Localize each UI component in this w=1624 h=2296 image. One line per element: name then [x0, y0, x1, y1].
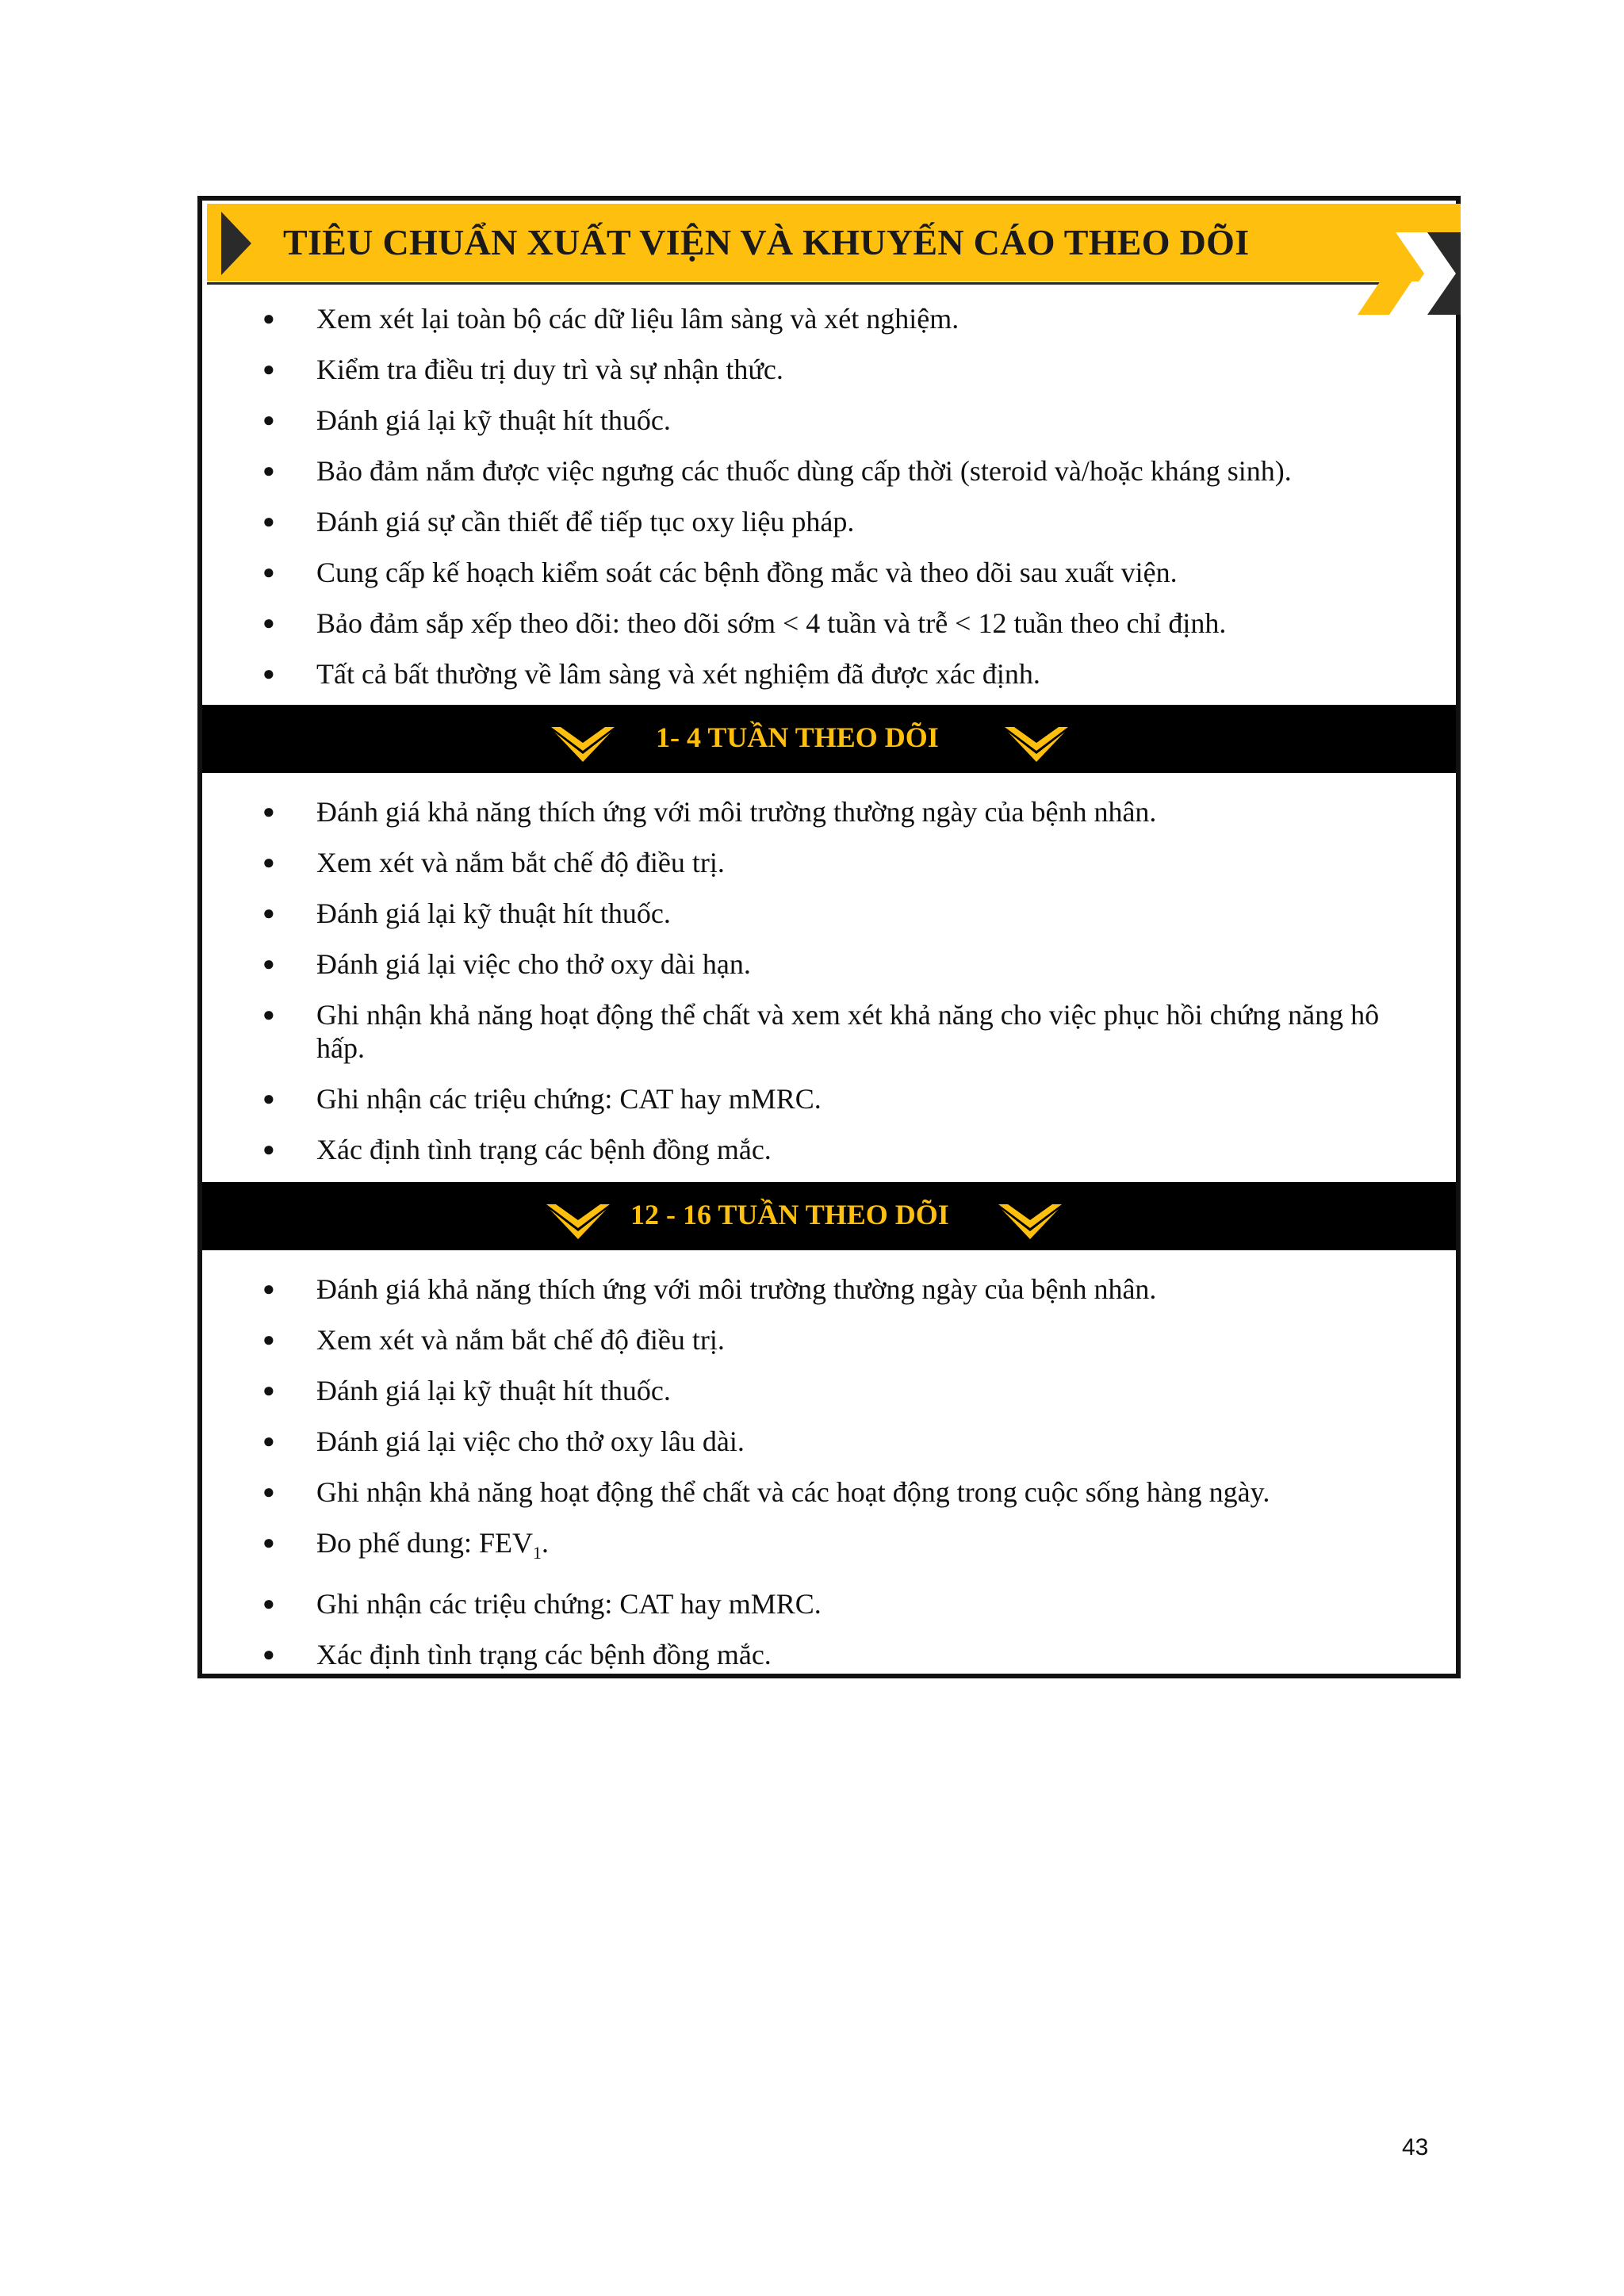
- fev-item-text: Đo phế dung: FEV: [316, 1527, 533, 1559]
- list-item-text: Cung cấp kế hoạch kiểm soát các bệnh đồng mắc và theo dõi sau xuất viện.: [316, 557, 1178, 588]
- page-number: 43: [1402, 2134, 1429, 2160]
- title-underline: [207, 282, 1381, 285]
- list-item-text: Xác định tình trạng các bệnh đồng mắc.: [316, 1639, 772, 1671]
- chevron-down-icon: [998, 1204, 1062, 1239]
- list-item-text: Đánh giá lại việc cho thở oxy lâu dài.: [316, 1425, 745, 1457]
- bullet-icon: ●: [262, 561, 275, 584]
- list-item-text: Bảo đảm nắm được việc ngưng các thuốc dùng cấp thời (steroid và/hoặc kháng sinh).: [316, 455, 1292, 487]
- chevron-down-icon: [546, 1204, 610, 1239]
- bullet-icon: ●: [262, 901, 275, 924]
- list-item-text: Đánh giá khả năng thích ứng với môi trường thường ngày của bệnh nhân.: [316, 796, 1157, 828]
- list-item-text: Xác định tình trạng các bệnh đồng mắc.: [316, 1134, 772, 1165]
- bullet-icon: ●: [262, 1138, 275, 1161]
- list-item-text: Xem xét và nắm bắt chế độ điều trị.: [316, 847, 725, 878]
- list-item: [202, 1272, 1456, 1306]
- list-item-text: Xem xét và nắm bắt chế độ điều trị.: [316, 1324, 725, 1356]
- title-bar: [207, 204, 1461, 281]
- list-item: [202, 404, 1456, 437]
- bullet-icon: ●: [262, 1531, 275, 1554]
- list-item: [202, 353, 1456, 386]
- list-item-text: Đánh giá lại việc cho thở oxy dài hạn.: [316, 948, 751, 980]
- bullet-icon: ●: [262, 851, 275, 874]
- list-item: [202, 998, 1456, 1065]
- bullet-icon: ●: [262, 1480, 275, 1503]
- list-item-text: Xem xét lại toàn bộ các dữ liệu lâm sàng và xét nghiệm.: [316, 303, 959, 335]
- section-bar-1-4-weeks: [202, 705, 1456, 773]
- list-item-text: Kiểm tra điều trị duy trì và sự nhận thức.: [316, 354, 783, 385]
- list-item-text: Ghi nhận các triệu chứng: CAT hay mMRC.: [316, 1588, 822, 1621]
- list-item: [202, 1082, 1456, 1115]
- section-bar-12-16-weeks: [202, 1182, 1456, 1250]
- followup-1-4-weeks-list: [202, 795, 1456, 1184]
- title-triangle-icon: [221, 212, 251, 275]
- bullet-icon: ●: [262, 1277, 275, 1300]
- bullet-icon: ●: [262, 1003, 275, 1026]
- list-item: [202, 795, 1456, 828]
- section-label-1-4-weeks: 1- 4 TUẦN THEO DÕI: [656, 721, 939, 753]
- chevron-down-icon: [551, 727, 615, 762]
- bullet-icon: ●: [262, 1328, 275, 1351]
- bullet-icon: ●: [262, 1379, 275, 1402]
- bullet-icon: ●: [262, 1592, 275, 1616]
- section-label-12-16-weeks: 12 - 16 TUẦN THEO DÕI: [630, 1199, 949, 1230]
- bullet-icon: ●: [262, 1643, 275, 1667]
- list-item: [202, 1425, 1456, 1458]
- bullet-icon: ●: [262, 800, 275, 823]
- list-item-text: Ghi nhận khả năng hoạt động thể chất và các hoạt động trong cuộc sống hàng ngày.: [316, 1476, 1270, 1508]
- list-item: [202, 454, 1456, 488]
- list-item: [202, 1374, 1456, 1407]
- list-item: [202, 1323, 1456, 1357]
- list-item: [202, 897, 1456, 930]
- fev-suffix: .: [542, 1527, 549, 1559]
- list-item-text: Ghi nhận khả năng hoạt động thể chất và xem xét khả năng cho việc phục hồi chứng năng hô hấp.: [316, 999, 1380, 1064]
- followup-12-16-weeks-list: [202, 1272, 1456, 1689]
- list-item: [202, 607, 1456, 640]
- bullet-icon: ●: [262, 1429, 275, 1452]
- list-item: [202, 556, 1456, 589]
- fev-subscript: 1: [533, 1543, 542, 1563]
- list-item: [202, 1587, 1456, 1621]
- list-item: [202, 505, 1456, 538]
- list-item: [202, 846, 1456, 879]
- list-item: [202, 302, 1456, 335]
- list-item: [202, 1526, 1456, 1570]
- list-item-text: Đánh giá khả năng thích ứng với môi trường thường ngày của bệnh nhân.: [316, 1273, 1157, 1305]
- list-item-text: Ghi nhận các triệu chứng: CAT hay mMRC.: [316, 1083, 822, 1115]
- list-item-text: Đánh giá lại kỹ thuật hít thuốc.: [316, 404, 671, 436]
- list-item-text: Đánh giá lại kỹ thuật hít thuốc.: [316, 1375, 671, 1406]
- bullet-icon: ●: [262, 611, 275, 634]
- list-item-text: Tất cả bất thường về lâm sàng và xét nghiệm đã được xác định.: [316, 658, 1040, 690]
- list-item: [202, 1133, 1456, 1166]
- list-item: [202, 657, 1456, 691]
- list-item-text: Đánh giá lại kỹ thuật hít thuốc.: [316, 897, 671, 929]
- bullet-icon: ●: [262, 307, 275, 330]
- bullet-icon: ●: [262, 1087, 275, 1110]
- list-item: [202, 947, 1456, 981]
- bullet-icon: ●: [262, 459, 275, 482]
- list-item-text: Bảo đảm sắp xếp theo dõi: theo dõi sớm < 4 tuần và trễ < 12 tuần theo chỉ định.: [316, 607, 1227, 639]
- bullet-icon: ●: [262, 510, 275, 533]
- list-item: [202, 1475, 1456, 1509]
- criteria-box: [197, 196, 1461, 1678]
- list-item-text: Đánh giá sự cần thiết để tiếp tục oxy liệu pháp.: [316, 506, 855, 538]
- bullet-icon: ●: [262, 358, 275, 381]
- bullet-icon: ●: [262, 662, 275, 685]
- discharge-criteria-list: [202, 302, 1456, 708]
- page-title: TIÊU CHUẨN XUẤT VIỆN VÀ KHUYẾN CÁO THEO DÕI: [283, 222, 1250, 262]
- chevron-down-icon: [1005, 727, 1068, 762]
- list-item: [202, 1638, 1456, 1671]
- bullet-icon: ●: [262, 952, 275, 975]
- bullet-icon: ●: [262, 408, 275, 431]
